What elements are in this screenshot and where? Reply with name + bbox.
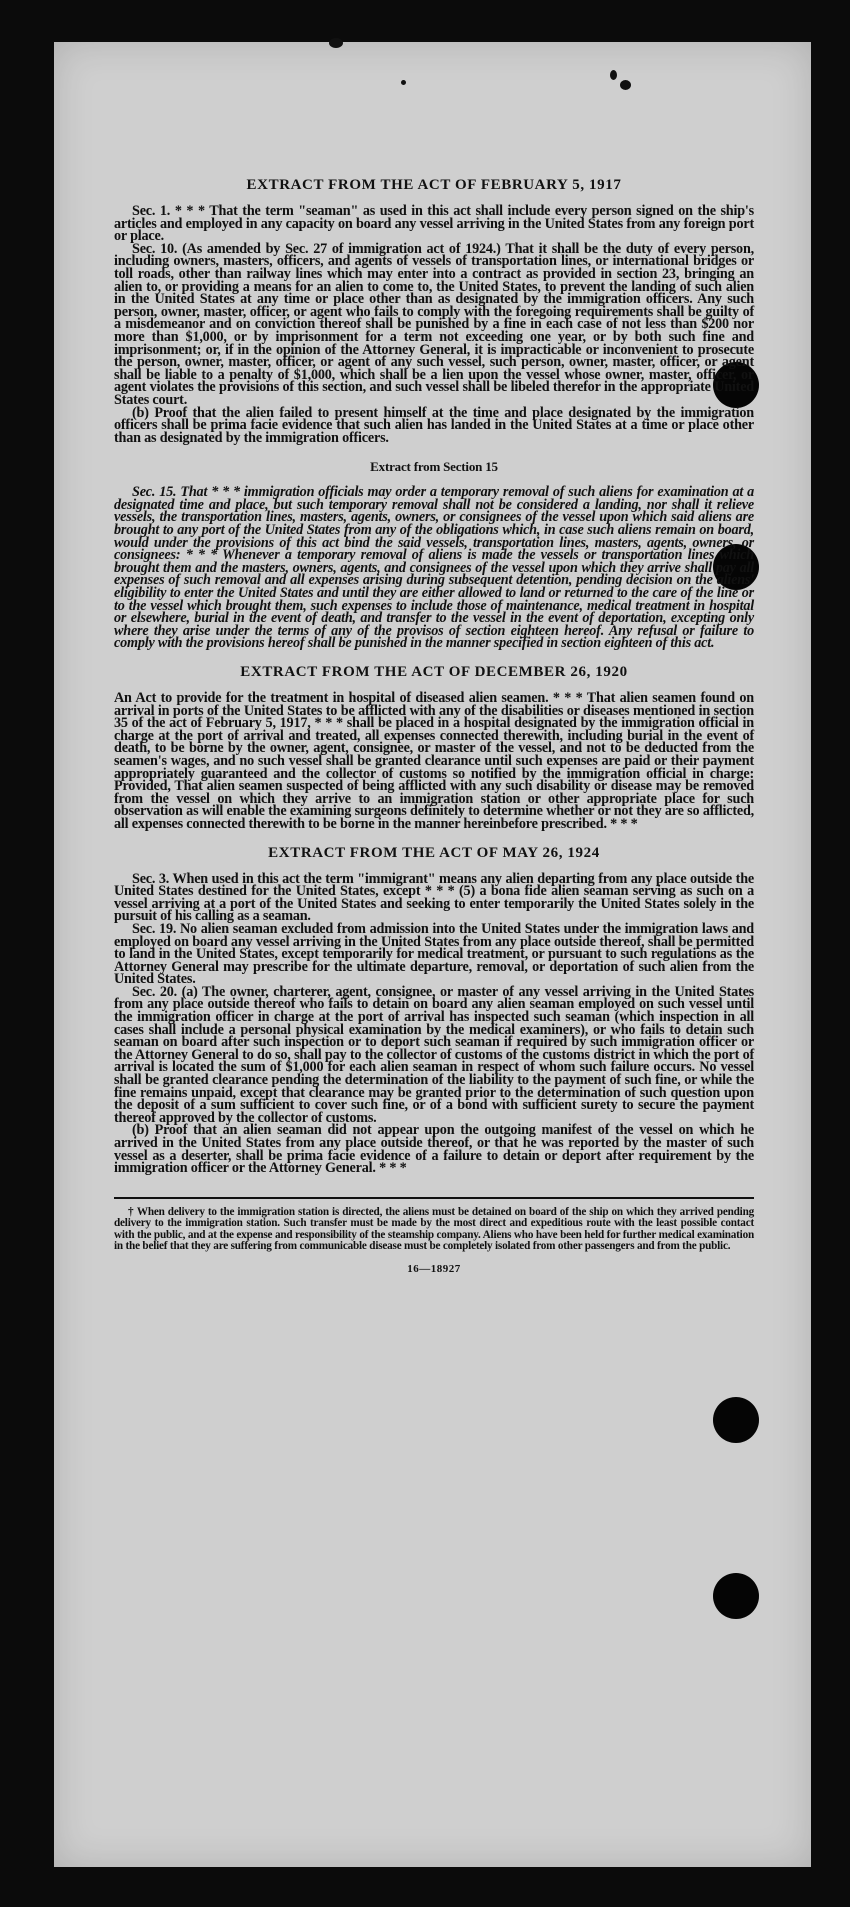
paragraph-1924-sec3: Sec. 3. When used in this act the term "immigrant" means any alien departing from any place outside the United States destined for the United States, except * * * (5) a bona fide alien seaman serving as such on a vessel arriving at a port of the United States and seeking to enter temporarily the United States solely in the pursuit of his calling as a seaman. [114, 870, 754, 925]
paragraph-1917-b: (b) Proof that the alien failed to present himself at the time and place designated by the immigration officers shall be prima facie evidence that such alien has landed in the United States at a time or place other than as designated by the immigration officers. [114, 404, 754, 446]
heading-section-15: Extract from Section 15 [370, 459, 498, 475]
footnote: † When delivery to the immigration station is directed, the aliens must be detained on board of the ship on which they arrived pending delivery to the immigration station. Such transfer must be made by the most direct and expeditious route with the least possible contact with the public, and at the expense and responsibility of the steamship company. Aliens who have been held for further medical examination in the belief that they are suffering from communicable disease must be completely isolated from other passengers and from the public. [114, 1205, 754, 1253]
footnote-divider [114, 1197, 754, 1199]
paragraph-1924-b: (b) Proof that an alien seaman did not appear upon the outgoing manifest of the vessel on which he arrived in the United States from any place outside thereof, or that he was reported by the master of such vessel as a deserter, shall be prima facie evidence of a failure to detain or deport after requirement by the immigration officer or the Attorney General. * * * [114, 1122, 754, 1177]
ink-speck [610, 70, 617, 80]
heading-act-1917: EXTRACT FROM THE ACT OF FEBRUARY 5, 1917 [246, 177, 622, 193]
paragraph-1924-sec20: Sec. 20. (a) The owner, charterer, agent, consignee, or master of any vessel arriving in the United States from any place outside thereof who fails to detain on board any alien seaman employed on such vessel until the immigration officer in charge at the port of arrival has inspected such seaman (which inspection in all cases shall include a personal physical examination by the medical examiners), or who fails to detain such seaman on board after such inspection or to deport such seaman if required by such immigration officer or the Attorney General to do so, shall pay to the collector of customs of the customs district in which the port of arrival is located the sum of $1,000 for each alien seaman in respect of whom such failure occurs. No vessel shall be granted clearance pending the determination of the liability to the payment of such fine, or while the fine remains unpaid, except that clearance may be granted prior to the determination of such question upon the deposit of a sum sufficient to cover such fine, or of a bond with sufficient surety to secure the payment thereof approved by the collector of customs. [114, 983, 754, 1126]
paragraph-sec15: Sec. 15. That * * * immigration officials may order a temporary removal of such aliens for examination at a designated time and place, but such temporary removal shall not be considered a landing, nor shall it relieve vessels, the transportation lines, masters, agents, owners, or consignees of the vessel upon which said aliens are brought to any port of the United States from any of the obligations which, in case such aliens remain on board, would under the provisions of this act bind the said vessels, transportation lines, masters, agents, owners, or consignees: * * * Whenever a temporary removal of aliens is made the vessels or transportation lines which brought them and the masters, owners, agents, and consignees of the vessel upon which they arrive shall pay all expenses of such removal and all expenses arising during subsequent detention, pending decision on the aliens' eligibility to enter the United States and until they are either allowed to land or returned to the care of the line or to the vessel which brought them, such expenses to include those of maintenance, medical treatment in hospital or elsewhere, burial in the event of death, and transfer to the vessel in the event of deportation, excepting only where they arise under the terms of any of the provisos of section eighteen hereof. Any refusal or failure to comply with the provisions hereof shall be punished in the manner specified in section eighteen of this act. [114, 484, 754, 652]
punch-hole [713, 1573, 759, 1619]
paragraph-1917-sec10: Sec. 10. (As amended by Sec. 27 of immigration act of 1924.) That it shall be the duty of every person, including owners, masters, officers, and agents of vessels of transportation lines, or international bridges or toll roads, other than railway lines which may enter into a contract as provided in section 23, bringing an alien to, or providing a means for an alien to come to, the United States, to prevent the landing of such alien in the United States at any time or place other than as designated by the immigration officers. Any such person, owner, master, officer, or agent who fails to comply with the foregoing requirements shall be guilty of a misdemeanor and on conviction thereof shall be punished by a fine in each case of not less than $200 nor more than $1,000, or by imprisonment for a term not exceeding one year, or by both such fine and imprisonment; or, if in the opinion of the Attorney General, it is impracticable or inconvenient to prosecute the person, owner, master, officer, or agent of any such vessel, such person, owner, master, officer, or agent shall be liable to a penalty of $1,000, which shall be a lien upon the vessel whose owner, master, officer, or agent violates the provisions of this section, and such vessel shall be libeled therefor in the appropriate United States court. [114, 240, 754, 408]
document-body [114, 177, 754, 1275]
ink-speck [401, 80, 406, 85]
section-15-block [114, 486, 754, 650]
paragraph-1920: An Act to provide for the treatment in hospital of diseased alien seamen. * * * That alien seamen found on arrival in ports of the United States to be afflicted with any of the disabilities or diseases mentioned in section 35 of the act of February 5, 1917, * * * shall be placed in a hospital designated by the immigration official in charge at the port of arrival and treated, all expenses connected therewith, including burial in the event of death, to be borne by the owner, agent, consignee, or master of the vessel, and not to be deducted from the seamen's wages, and no such vessel shall be granted clearance until such expenses are paid or their payment appropriately guaranteed and the collector of customs so notified by the immigration official in charge: Provided, That alien seamen suspected of being afflicted with any such disability or disease may be removed from the vessel on which they arrive to an immigration station or other appropriate place for such observation as will enable the examining surgeons definitely to determine whether or not they are so afflicted, all expenses connected therewith to be borne in the manner hereinbefore prescribed. * * * [114, 690, 754, 832]
paragraph-1924-sec19: Sec. 19. No alien seaman excluded from admission into the United States under the immigration laws and employed on board any vessel arriving in the United States from any place outside thereof, shall be permitted to land in the United States, except temporarily for medical treatment, or pursuant to such regulations as the Attorney General may prescribe for the ultimate departure, removal, or deportation of such alien from the United States. [114, 920, 754, 988]
ink-speck [329, 38, 343, 48]
page-number: 16—18927 [407, 1262, 461, 1275]
punch-hole [713, 1397, 759, 1443]
ink-speck [620, 80, 631, 90]
heading-act-1920: EXTRACT FROM THE ACT OF DECEMBER 26, 1920 [240, 664, 628, 680]
heading-act-1924: EXTRACT FROM THE ACT OF MAY 26, 1924 [268, 844, 600, 861]
paragraph-1917-sec1: Sec. 1. * * * That the term "seaman" as used in this act shall include every person signed on the ship's articles and employed in any capacity on board any vessel arriving in the United States from any foreign port or place. [114, 203, 754, 245]
document-page [54, 42, 811, 1867]
